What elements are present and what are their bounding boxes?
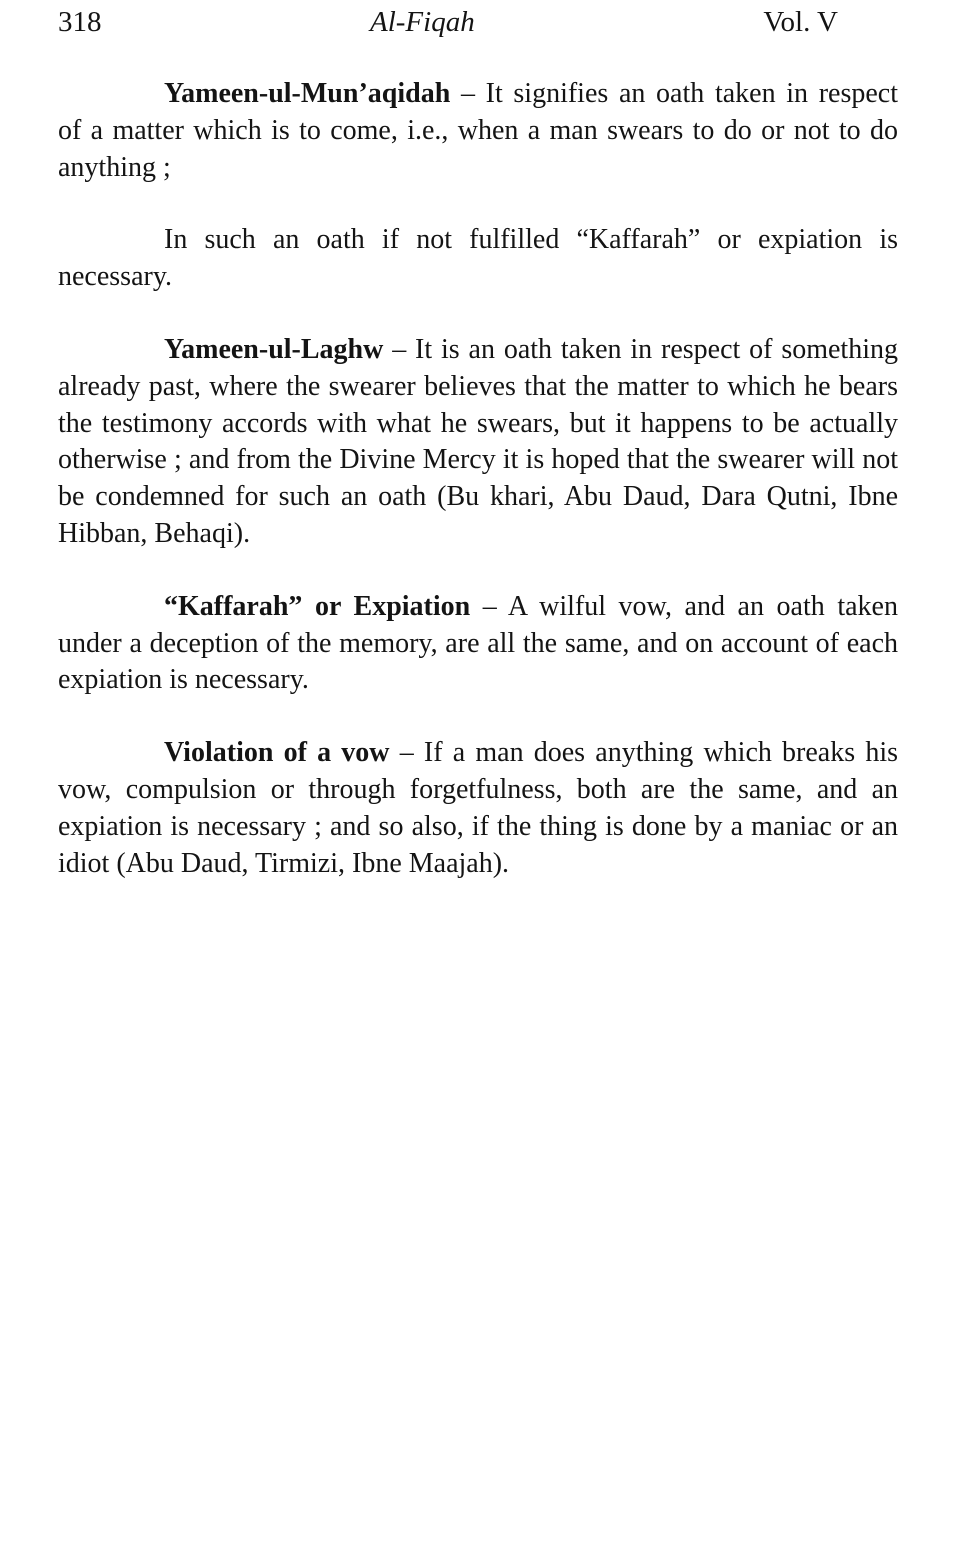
term-heading: Violation of a vow — [164, 737, 390, 769]
paragraph-yameen-ul-munaqidah — [58, 76, 898, 186]
paragraph-kaffarah-necessity — [58, 222, 898, 296]
term-heading: Yameen-ul-Laghw — [164, 333, 384, 365]
page-header — [58, 4, 838, 40]
term-heading: “Kaffarah” or Expiation — [164, 590, 471, 622]
paragraph-text: – It signifies an oath taken in respect of a matter which is to come, i.e., when a man swears to do or not to do anything ; — [58, 78, 898, 183]
paragraph-text: – If a man does anything which breaks his vow, compulsion or through forgetfulness, both are the same, and an expiation is necessary ; and so also, if the thing is done by a maniac or an idiot (Abu Daud, Tirmizi, Ibne Maajah). — [58, 737, 898, 879]
paragraph-violation-of-vow — [58, 735, 898, 882]
paragraph-yameen-ul-laghw — [58, 332, 898, 553]
paragraph-text: – It is an oath taken in respect of something already past, where the swearer believes that the matter to which he bears the testimony accords with what he swears, but it happens to be actually otherwise ; and from the Divine Mercy it is hoped that the swearer will not be condemned for such an oath (Bu khari, Abu Daud, Dara Qutni, Ibne Hibban, Behaqi). — [58, 333, 898, 549]
body-text — [58, 76, 898, 918]
book-title: Al-Fiqah — [370, 6, 475, 38]
paragraph-kaffarah-expiation — [58, 589, 898, 699]
paragraph-text: In such an oath if not fulfilled “Kaffarah” or expiation is necessary. — [58, 224, 898, 293]
volume-label: Vol. V — [763, 6, 838, 38]
term-heading: Yameen-ul-Mun’aqidah — [164, 78, 451, 109]
paragraph-text: – A wilful vow, and an oath taken under a deception of the memory, are all the same, and on account of each expiation is necessary. — [58, 590, 898, 696]
page-number: 318 — [58, 6, 102, 38]
